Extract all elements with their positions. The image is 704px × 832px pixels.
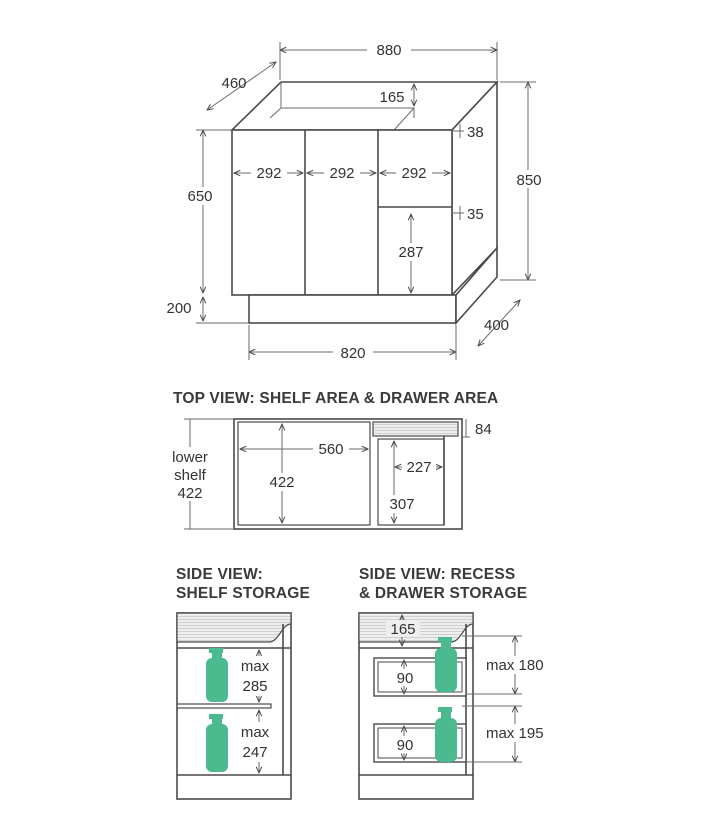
lower-max-label: max xyxy=(240,724,270,741)
dim-shelf-depth-label: 422 xyxy=(269,474,295,491)
side-shelf-board xyxy=(177,704,271,708)
dim-recess84-label: 84 xyxy=(475,421,492,438)
dim-recess-label: 165 xyxy=(379,89,405,106)
lower-max-value: 247 xyxy=(242,744,268,761)
dim-max180-label: max 180 xyxy=(486,657,544,674)
upper-max-label: max xyxy=(240,658,270,675)
top-view xyxy=(163,390,498,529)
side-view-recess xyxy=(359,566,554,799)
dim-drawer-depth-label: 307 xyxy=(389,496,415,513)
dim-drawer-gap-label: 35 xyxy=(467,206,484,223)
side-shelf-countertop xyxy=(177,613,291,642)
dim-recess-side-label: 165 xyxy=(390,621,416,638)
cabinet-3d-view xyxy=(160,41,548,362)
dim-door-height-label: 650 xyxy=(187,188,213,205)
dim-drawer-height-label: 287 xyxy=(398,244,424,261)
top-view-recess xyxy=(373,422,458,436)
side-recess-title-1: SIDE VIEW: RECESS xyxy=(359,566,516,583)
cabinet-front xyxy=(232,130,452,295)
side-view-shelf xyxy=(176,566,310,799)
lower-shelf-label-1: lower xyxy=(172,449,208,466)
side-shelf-title-2: SHELF STORAGE xyxy=(176,585,311,602)
dim-max195-label: max 195 xyxy=(486,725,544,742)
dim-depth-label: 460 xyxy=(221,75,247,92)
lower-shelf-label-3: 422 xyxy=(177,485,203,502)
dim-shelf-width-label: 560 xyxy=(318,441,344,458)
plinth-front xyxy=(249,295,456,323)
dim-rail-label: 38 xyxy=(467,124,484,141)
dim-width-label: 880 xyxy=(376,42,402,59)
dim-drawer2-label: 90 xyxy=(396,737,414,754)
dim-drawer-width-label: 227 xyxy=(406,459,432,476)
top-view-shelf-inner xyxy=(238,422,370,525)
dim-height-label: 850 xyxy=(516,172,542,189)
upper-max-value: 285 xyxy=(242,678,268,695)
dim-door1-label: 292 xyxy=(256,165,282,182)
lower-shelf-label-2: shelf xyxy=(174,467,206,484)
dim-drawer1-label: 90 xyxy=(396,670,414,687)
dim-door2-label: 292 xyxy=(329,165,355,182)
side-recess-title-2: & DRAWER STORAGE xyxy=(359,585,528,602)
cabinet-top xyxy=(232,82,497,130)
dim-plinth-width-label: 820 xyxy=(340,345,366,362)
dim-plinth-depth-label: 400 xyxy=(484,317,510,334)
dim-plinth-height-label: 200 xyxy=(166,300,192,317)
dim-door3-label: 292 xyxy=(401,165,427,182)
side-shelf-title-1: SIDE VIEW: xyxy=(176,566,263,583)
top-view-title: TOP VIEW: SHELF AREA & DRAWER AREA xyxy=(173,390,499,407)
